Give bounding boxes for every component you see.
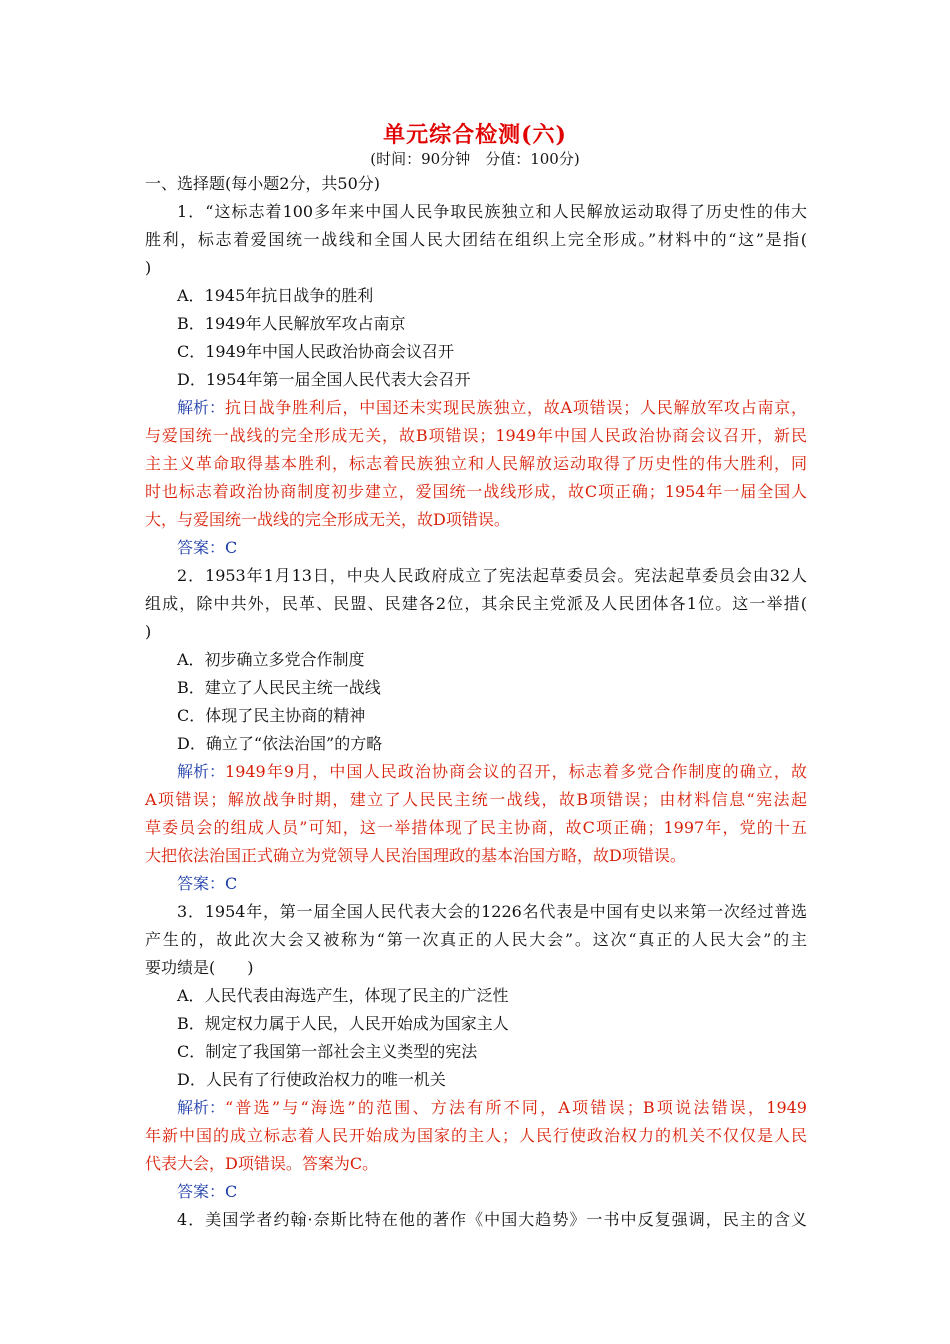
q3-stem-line: 要功绩是( ) bbox=[145, 958, 254, 977]
q3-stem-line: 产生的，故此次大会又被称为“第一次真正的人民大会”。这次“真正的人民大会”的主 bbox=[145, 930, 807, 949]
q2-analysis-line: 解析： 1949年9月，中国人民政治协商会议的召开，标志着多党合作制度的确立，故 bbox=[177, 758, 807, 786]
q1-analysis-line: 大，与爱国统一战线的完全形成无关，故D项错误。 bbox=[145, 510, 510, 529]
q2-stem-line: 2．1953年1月13日，中央人民政府成立了宪法起草委员会。宪法起草委员会由32人 bbox=[177, 566, 807, 585]
exam-info: (时间：90分钟 分值：100分) bbox=[370, 150, 580, 168]
q1-analysis-line: 主主义革命取得基本胜利，标志着民族独立和人民解放运动取得了历史性的伟大胜利，同 bbox=[145, 454, 807, 473]
q2-analysis-line: 草委员会的组成人员”可知，这一举措体现了民主协商，故C项正确；1997年，党的十五 bbox=[145, 818, 807, 837]
q2-answer: 答案：C bbox=[177, 874, 238, 893]
q2-analysis-line: A项错误；解放战争时期，建立了人民民主统一战线，故B项错误；由材料信息“宪法起 bbox=[145, 790, 807, 809]
q3-stem-line: 3．1954年，第一届全国人民代表大会的1226名代表是中国有史以来第一次经过普选 bbox=[177, 902, 807, 921]
q1-answer: 答案：C bbox=[177, 538, 238, 557]
q1-analysis-line: 解析： 抗日战争胜利后，中国还未实现民族独立，故A项错误；人民解放军攻占南京， bbox=[177, 394, 807, 422]
q1-option-b: B．1949年人民解放军攻占南京 bbox=[177, 314, 406, 333]
q3-option-c: C．制定了我国第一部社会主义类型的宪法 bbox=[177, 1042, 478, 1061]
q3-answer: 答案：C bbox=[177, 1182, 238, 1201]
q1-stem-line: 1．“这标志着100多年来中国人民争取民族独立和人民解放运动取得了历史性的伟大 bbox=[177, 202, 807, 221]
q2-analysis-line: 大把依法治国正式确立为党领导人民治国理政的基本治国方略，故D项错误。 bbox=[145, 846, 686, 865]
q2-option-d: D．确立了“依法治国”的方略 bbox=[177, 734, 383, 753]
q1-option-a: A．1945年抗日战争的胜利 bbox=[177, 286, 374, 305]
q3-option-a: A．人民代表由海选产生，体现了民主的广泛性 bbox=[177, 986, 509, 1005]
q1-option-d: D．1954年第一届全国人民代表大会召开 bbox=[177, 370, 471, 389]
page-title: 单元综合检测(六) bbox=[383, 122, 567, 148]
q2-stem-line: 组成，除中共外，民革、民盟、民建各2位，其余民主党派及人民团体各1位。这一举措( bbox=[145, 594, 807, 613]
q1-analysis-line: 与爱国统一战线的完全形成无关，故B项错误；1949年中国人民政治协商会议召开，新民 bbox=[145, 426, 807, 445]
q2-option-c: C．体现了民主协商的精神 bbox=[177, 706, 366, 725]
analysis-label: 解析： bbox=[177, 762, 226, 781]
q3-analysis-line: 年新中国的成立标志着人民开始成为国家的主人；人民行使政治权力的机关不仅仅是人民 bbox=[145, 1126, 807, 1145]
analysis-label: 解析： bbox=[177, 1098, 226, 1117]
analysis-label: 解析： bbox=[177, 398, 226, 417]
q1-stem-line: 胜利，标志着爱国统一战线和全国人民大团结在组织上完全形成。”材料中的“这”是指( bbox=[145, 230, 807, 249]
q3-analysis-line: 代表大会，D项错误。答案为C。 bbox=[145, 1154, 379, 1173]
q3-option-d: D．人民有了行使政治权力的唯一机关 bbox=[177, 1070, 446, 1089]
q2-stem-line: ) bbox=[145, 622, 152, 641]
q2-option-b: B．建立了人民民主统一战线 bbox=[177, 678, 381, 697]
q4-stem-line: 4．美国学者约翰·奈斯比特在他的著作《中国大趋势》一书中反复强调，民主的含义 bbox=[177, 1210, 807, 1229]
section-heading: 一、选择题(每小题2分，共50分) bbox=[145, 174, 381, 193]
q1-stem-line: ) bbox=[145, 258, 152, 277]
q3-option-b: B．规定权力属于人民，人民开始成为国家主人 bbox=[177, 1014, 509, 1033]
q3-analysis-line: 解析： “普选”与“海选”的范围、方法有所不同，A项错误；B项说法错误，1949 bbox=[177, 1094, 807, 1122]
q1-analysis-line: 时也标志着政治协商制度初步建立，爱国统一战线形成，故C项正确；1954年一届全国人 bbox=[145, 482, 807, 501]
q1-option-c: C．1949年中国人民政治协商会议召开 bbox=[177, 342, 454, 361]
q2-option-a: A．初步确立多党合作制度 bbox=[177, 650, 365, 669]
